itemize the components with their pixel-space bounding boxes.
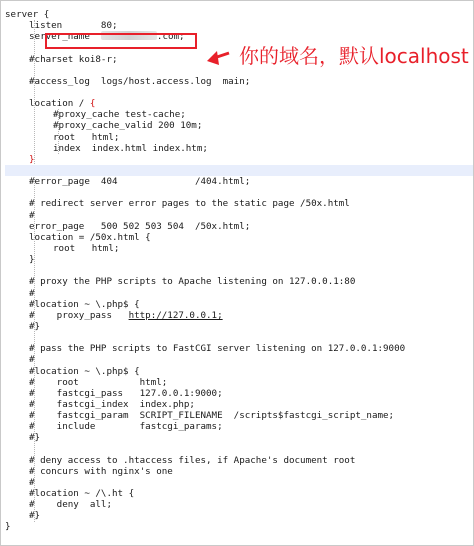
code-line-text [29, 343, 405, 354]
code-line-text [29, 321, 40, 332]
code-token: location = /50x.html { [29, 231, 151, 243]
code-line-text [29, 432, 40, 443]
code-token: #access_log logs/host.access.log main; [29, 75, 251, 87]
code-token: # include fastcgi_params; [29, 421, 223, 433]
code-token: root html; [53, 131, 120, 143]
code-line-text [29, 54, 118, 65]
code-line [1, 187, 474, 198]
code-token: # [29, 287, 35, 299]
code-line [1, 310, 474, 321]
code-token: #location ~ \.php$ { [29, 298, 140, 310]
code-line-text [29, 477, 35, 488]
code-line [1, 132, 474, 143]
code-line-text [29, 410, 394, 421]
code-line [1, 432, 474, 443]
code-line [1, 377, 474, 388]
code-line [1, 354, 474, 365]
code-token: root html; [53, 242, 120, 254]
code-line [1, 343, 474, 354]
code-line [1, 120, 474, 131]
code-line [1, 366, 474, 377]
code-token: # fastcgi_index index.php; [29, 398, 195, 410]
code-line-text [29, 154, 35, 165]
code-line [1, 299, 474, 310]
code-line [1, 288, 474, 299]
code-line-text [29, 510, 40, 521]
code-line-text [29, 288, 35, 299]
code-token: .com; [156, 31, 185, 43]
code-line [1, 410, 474, 421]
code-token: # fastcgi_pass 127.0.0.1:9000; [29, 387, 223, 399]
code-line [1, 87, 474, 98]
code-line [1, 109, 474, 120]
code-line-text [29, 276, 355, 287]
code-line [1, 521, 474, 532]
code-token: index index.html index.htm; [53, 142, 208, 154]
code-line-text [29, 388, 223, 399]
code-token: error_page 500 502 503 504 /50x.html; [29, 220, 251, 232]
code-line [1, 443, 474, 454]
code-line [1, 321, 474, 332]
code-token: #charset koi8-r; [29, 53, 118, 65]
code-token: #proxy_cache test-cache; [53, 109, 186, 121]
code-line [1, 399, 474, 410]
code-content[interactable] [1, 9, 474, 533]
code-line-text [5, 9, 49, 20]
code-line [1, 254, 474, 265]
annotation-note: 你的域名，默认localhost [239, 44, 469, 68]
code-line-text [29, 499, 112, 510]
code-line-text [29, 76, 250, 87]
code-line [1, 210, 474, 221]
code-line [1, 154, 474, 165]
code-line [1, 76, 474, 87]
code-token: #} [29, 320, 41, 332]
code-token: # [29, 476, 35, 488]
code-line [1, 455, 474, 466]
code-token: #location ~ \.php$ { [29, 365, 140, 377]
code-line-text [29, 198, 350, 209]
code-line-text [29, 310, 223, 321]
code-token: #proxy_cache_valid 200 10m; [53, 120, 203, 132]
code-line-text [53, 120, 202, 131]
code-token: #} [29, 432, 41, 444]
code-line-text [29, 354, 35, 365]
code-token: # proxy the PHP scripts to Apache listening on 127.0.0.1:80 [29, 276, 356, 288]
code-token: listen 80; [29, 20, 118, 32]
code-line [1, 477, 474, 488]
code-token: # fastcgi_param SCRIPT_FILENAME /scripts$fastcgi_script_name; [29, 410, 395, 422]
code-editor[interactable] [1, 9, 474, 541]
code-line [1, 466, 474, 477]
code-line-text [29, 455, 355, 466]
code-token: # deny access to .htaccess files, if Apache's document root [29, 454, 356, 466]
code-line [1, 499, 474, 510]
code-token: location / { [29, 98, 96, 110]
code-line [1, 221, 474, 232]
code-token: server { [5, 9, 50, 20]
code-line-text [29, 20, 118, 31]
code-line-text [53, 132, 119, 143]
code-line-text [29, 232, 151, 243]
code-line-text [29, 488, 134, 499]
server-name-highlight-box [45, 33, 197, 49]
proxy-pass-url[interactable]: http://127.0.0.1; [128, 309, 223, 321]
code-line [1, 243, 474, 254]
code-line-text [29, 466, 173, 477]
code-line-text [53, 109, 186, 120]
code-line-text [29, 421, 223, 432]
code-line [1, 198, 474, 209]
code-line [1, 276, 474, 287]
code-token: #error_page 404 /404.html; [29, 176, 251, 188]
code-line-text [29, 98, 95, 109]
code-line [1, 98, 474, 109]
code-token: # concurs with nginx's one [29, 465, 173, 477]
code-token: # [29, 209, 35, 221]
code-line-text [29, 221, 250, 232]
code-line-text [29, 254, 35, 265]
code-line-text [53, 243, 119, 254]
code-token: # pass the PHP scripts to FastCGI server listening on 127.0.0.1:9000 [29, 343, 406, 355]
code-line-text [29, 176, 250, 187]
code-line-text [29, 299, 140, 310]
code-line [1, 510, 474, 521]
code-token: } [29, 254, 35, 266]
code-line-text [29, 366, 140, 377]
code-token: # [29, 354, 35, 366]
matched-brace: } [29, 153, 35, 165]
code-token: } [5, 521, 11, 533]
code-line [1, 9, 474, 20]
code-token: #location ~ /\.ht { [29, 488, 135, 500]
code-line [1, 176, 474, 187]
code-line-text [5, 521, 11, 532]
code-line [1, 388, 474, 399]
code-line [1, 165, 474, 176]
code-token: # root html; [29, 376, 168, 388]
code-line [1, 143, 474, 154]
code-line [1, 20, 474, 31]
code-token: #} [29, 510, 41, 522]
code-line [1, 332, 474, 343]
code-line-text [29, 377, 167, 388]
code-token: # proxy_pass [29, 309, 129, 321]
code-line-text [53, 143, 208, 154]
code-token: # redirect server error pages to the static page /50x.html [29, 198, 350, 210]
matched-brace: { [89, 98, 96, 110]
code-token: # deny all; [29, 499, 112, 511]
arrow-left-icon [207, 45, 231, 67]
code-token: server_name [29, 31, 101, 43]
code-token [29, 154, 35, 165]
code-line [1, 232, 474, 243]
code-line-text [29, 399, 195, 410]
code-line [1, 421, 474, 432]
code-line [1, 488, 474, 499]
code-line [1, 265, 474, 276]
code-line-text [29, 210, 35, 221]
